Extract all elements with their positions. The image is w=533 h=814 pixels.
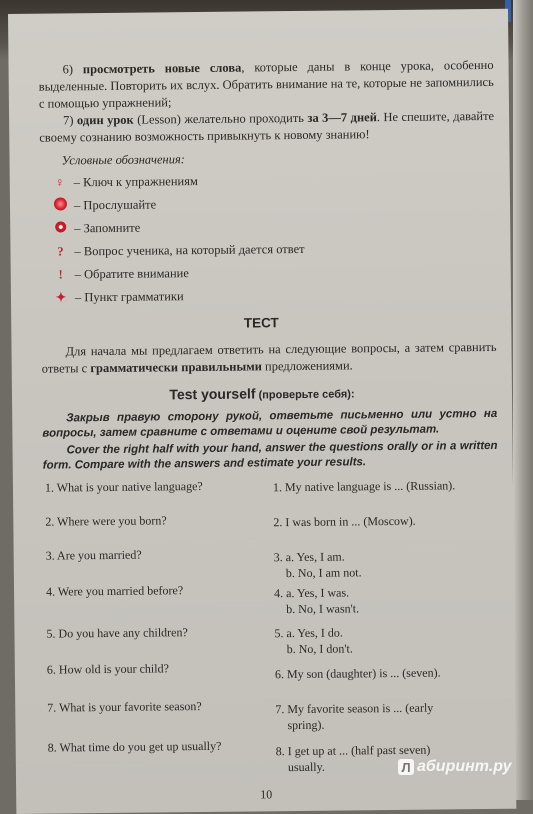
answer-line: 8. I get up at ... (half past seven) [275, 742, 431, 759]
legend-item-question [50, 240, 304, 261]
test-heading: ТЕСТ [243, 315, 279, 331]
item-number: 6) [62, 62, 83, 77]
answer-4 [274, 583, 489, 617]
bold-phrase: просмотреть новые слова [82, 60, 242, 77]
answer-line: 7. My favorite season is ... (early [275, 700, 434, 717]
remember-icon [50, 221, 70, 236]
answer-line: b. No, I am not. [285, 565, 362, 581]
legend-item-remember [50, 219, 140, 238]
question-2: 2. Where were you born? [45, 513, 167, 529]
bold-phrase: за 3—7 дней [307, 110, 377, 125]
answer-3 [274, 547, 489, 581]
test-intro-text: Для начала мы предлагаем ответить на следующие вопросы, а затем сравнить ответы с [41, 339, 497, 376]
legend-label: – Запомните [74, 220, 141, 235]
watermark [398, 758, 512, 776]
legend-title: Условные обозначения: [61, 152, 185, 168]
legend-item-listen [50, 195, 156, 214]
legend-label: – Обратите внимание [74, 265, 189, 281]
exclamation-icon: ! [58, 266, 63, 281]
question-3: 3. Are you married? [45, 547, 142, 563]
grammar-star-icon: ✦ [55, 290, 67, 305]
answer-line: 1. My native language is ... (Russian). [272, 478, 456, 495]
legend-label: – Пункт грамматики [74, 288, 184, 304]
listen-icon [50, 197, 70, 214]
answer-5 [274, 623, 489, 657]
title-subtitle: (проверьте себя): [255, 388, 355, 402]
question-icon: ? [57, 243, 64, 258]
answer-line: 2. I was born in ... (Moscow). [273, 513, 416, 530]
legend-label: – Прослушайте [73, 196, 157, 212]
item-text: . Не спешите, давайте своему сознанию возможность привыкнуть к новому знанию! [39, 108, 495, 145]
book-edge [513, 0, 533, 800]
legend-item-grammar [51, 287, 184, 306]
answer-line: 6. My son (daughter) is ... (seven). [274, 665, 441, 682]
answer-line: b. No, I wasn't. [286, 601, 360, 617]
instruction-english: Cover the right half with your hand, answer the questions orally or in a written form. Compare with the answers and estimate your results. [42, 439, 498, 472]
legend-item-exclamation [51, 264, 189, 283]
legend-label: – Вопрос ученика, на который дается ответ [74, 241, 305, 258]
title-text: Test yourself [169, 385, 256, 403]
item-text: (Lesson) желательно проходить [133, 110, 308, 127]
test-yourself-title [12, 383, 512, 404]
test-intro-end: предложениями. [261, 358, 353, 374]
book-page [8, 9, 516, 814]
test-intro [41, 339, 496, 378]
answer-line: spring). [287, 717, 325, 733]
page-number: 10 [260, 787, 273, 802]
answer-7 [275, 699, 490, 733]
answer-6 [275, 664, 490, 682]
answer-1 [273, 477, 488, 495]
question-6: 6. How old is your child? [46, 661, 169, 677]
answer-line: usually. [287, 759, 325, 775]
item-text: , которые даны в конце урока, особенно выделенные. Повторить их вслух. Обратить внимание на те, которые не запомнились с помощью упражнений; [38, 57, 494, 111]
watermark-text: абиринт.ру [417, 758, 512, 775]
legend-item-key [50, 172, 198, 192]
answer-line: 4. a. Yes, I was. [274, 585, 350, 601]
question-4: 4. Were you married before? [45, 583, 184, 599]
key-icon: ♀ [55, 174, 65, 190]
answer-2 [273, 512, 488, 530]
intro-block [39, 57, 495, 147]
item-number: 7) [63, 113, 78, 128]
answer-line: b. No, I don't. [286, 641, 353, 657]
intro-item-6 [39, 57, 495, 113]
test-intro-bold: грамматически правильными [90, 359, 262, 376]
answer-line: 3. a. Yes, I am. [273, 549, 345, 565]
question-1: 1. What is your native language? [44, 478, 203, 495]
intro-item-7 [39, 108, 494, 147]
question-7: 7. What is your favorite season? [47, 699, 202, 715]
bold-phrase: один урок [76, 112, 134, 128]
question-5: 5. Do you have any children? [46, 625, 188, 641]
legend-label: – Ключ к упражнениям [73, 173, 198, 189]
watermark-logo-icon: Л [398, 759, 414, 775]
instruction-russian: Закрыв правую сторону рукой, ответьте письменно или устно на вопросы, затем сравните с ответами и оцените свой результат. [42, 407, 498, 440]
answer-line: 5. a. Yes, I do. [274, 625, 343, 641]
question-8: 8. What time do you get up usually? [47, 738, 222, 755]
